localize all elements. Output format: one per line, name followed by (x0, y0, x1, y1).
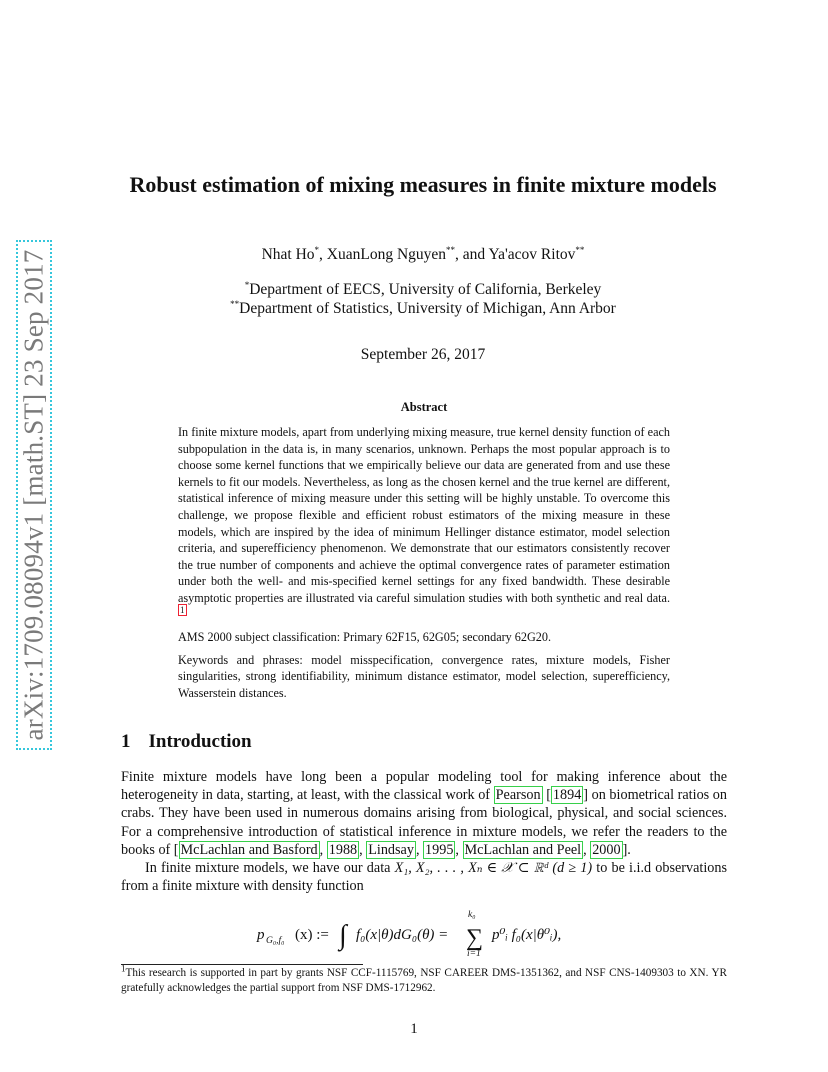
affiliation-text: Department of EECS, University of California, Berkeley (249, 281, 602, 298)
equation-summand: p⁰ᵢ f₀(x|θ⁰ᵢ), (492, 927, 562, 943)
summation-sign: ∑ (466, 925, 484, 951)
section-title: Introduction (148, 731, 252, 752)
keywords: Keywords and phrases: model misspecification, convergence rates, mixture models, Fisher singularities, strong identifiability, minimum distance estimator, model selection, superefficiency, Wasserstein distances. (178, 652, 670, 700)
text-run: , (415, 841, 424, 858)
text-run: [ (542, 787, 551, 804)
abstract (178, 424, 670, 708)
display-equation (120, 908, 726, 958)
integral-sign: ∫ (339, 920, 347, 951)
affiliation-mark: * (244, 279, 250, 290)
equation-lhs-subscript: G₀,f₀ (266, 936, 285, 946)
affiliation (120, 300, 726, 318)
paragraph (121, 768, 727, 859)
abstract-text: In finite mixture models, apart from underlying mixing measure, true kernel density function of each subpopulation in the data is, in many scenarios, unknown. Perhaps the most popular approach is to choose some kernel functions that we empirically believe our data are generated from and use these kernels to fit our models. Nevertheless, as long as the chosen kernel and the true kernel are different, statistical inference of mixing measure under this setting will be highly unstable. To overcome this challenge, we propose flexible and efficient robust estimators of the mixing measure in these models, which are inspired by the idea of minimum Hellinger distance estimator, model selection criteria, and superefficiency phenomenon. We demonstrate that our estimators consistently recover the true number of components and achieve the optimal convergence rates of parameter estimation under both the well- and mis-specified kernel settings for any fixed bandwidth. These desirable asymptotic properties are illustrated via careful simulation studies with both synthetic and real data. (178, 425, 670, 605)
text-run: , (319, 841, 327, 858)
citation-link[interactable]: 1894 (552, 787, 582, 804)
sum-lower-limit: i=1 (467, 949, 481, 958)
page-number: 1 (410, 1021, 418, 1037)
author-list: Nhat Ho*, XuanLong Nguyen**, and Ya'acov Ritov** (261, 244, 585, 263)
footnote-text: This research is supported in part by grants NSF CCF-1115769, NSF CAREER DMS-1351362, and NSF CNS-1409303 to XN. YR gratefully acknowledges the partial support from NSF DMS-1712962. (121, 967, 727, 994)
citation-link[interactable]: Pearson (495, 787, 541, 804)
arxiv-identifier: arXiv:1709.08094v1 [math.ST] 23 Sep 2017 (18, 249, 49, 741)
citation-link[interactable]: McLachlan and Basford (180, 841, 318, 858)
text-run: ]. (622, 841, 631, 858)
author-name: Nhat Ho (261, 246, 315, 263)
citation-link[interactable]: 2000 (592, 841, 621, 858)
equation-lhs-argument: (x) := (295, 927, 329, 943)
section-number: 1 (121, 731, 131, 752)
author-name: XuanLong Nguyen (326, 246, 447, 263)
text-run: ] on biometrical ratios on crabs. They have been used in numerous domains arising from biological, physical, and social sciences. For a comprehensive introduction of statistical inference in mixture models, we refer the readers to the books of [ (121, 787, 727, 858)
text-run: , (583, 841, 591, 858)
citation-link[interactable]: McLachlan and Peel (464, 841, 582, 858)
equation-integrand: f₀(x|θ)dG₀(θ) = (356, 927, 449, 943)
equation-lhs: p (257, 927, 265, 943)
section-heading (121, 731, 252, 753)
text-run: Finite mixture models have long been a popular modeling tool for making inference about the heterogeneity in data, starting, at least, with the classical work of (121, 769, 727, 804)
author-name: Ya'acov Ritov (488, 246, 576, 263)
arxiv-stamp[interactable] (16, 240, 52, 750)
inline-math: X₁, X₂, . . . , Xₙ ∈ 𝒳 ⊂ ℝᵈ (d ≥ 1) (394, 860, 593, 877)
footnote (121, 963, 727, 996)
text-run: to be i.i.d observations from a finite mixture with density function (121, 860, 727, 895)
author-separator: , and (455, 246, 489, 263)
paper-date: September 26, 2017 (360, 346, 486, 363)
footnote-link[interactable]: 1 (180, 605, 185, 616)
author-affiliation-mark: ** (575, 244, 585, 255)
abstract-heading: Abstract (400, 400, 448, 414)
affiliation-text: Department of Statistics, University of Michigan, Ann Arbor (239, 300, 616, 317)
ams-classification: AMS 2000 subject classification: Primary 62F15, 62G05; secondary 62G20. (178, 630, 552, 645)
author-affiliation-mark: ** (446, 244, 456, 255)
author-affiliation-mark: * (314, 244, 320, 255)
text-run: In finite mixture models, we have our data (145, 860, 395, 877)
abstract-body (178, 424, 670, 623)
affiliation (120, 281, 726, 299)
footnote-mark: 1 (121, 963, 126, 974)
sum-upper-limit: k₀ (468, 910, 476, 920)
paragraph (121, 859, 727, 895)
affiliation-mark: ** (230, 298, 240, 309)
text-run: , (455, 841, 463, 858)
citation-link[interactable]: Lindsay (368, 841, 414, 858)
citation-link[interactable]: 1995 (425, 841, 454, 858)
paper-title: Robust estimation of mixing measures in finite mixture models (129, 172, 717, 197)
footnote-divider (121, 964, 363, 965)
introduction-body (121, 768, 727, 895)
equation-graphic (120, 908, 726, 958)
text-run: , (359, 841, 367, 858)
citation-link[interactable]: 1988 (328, 841, 358, 858)
